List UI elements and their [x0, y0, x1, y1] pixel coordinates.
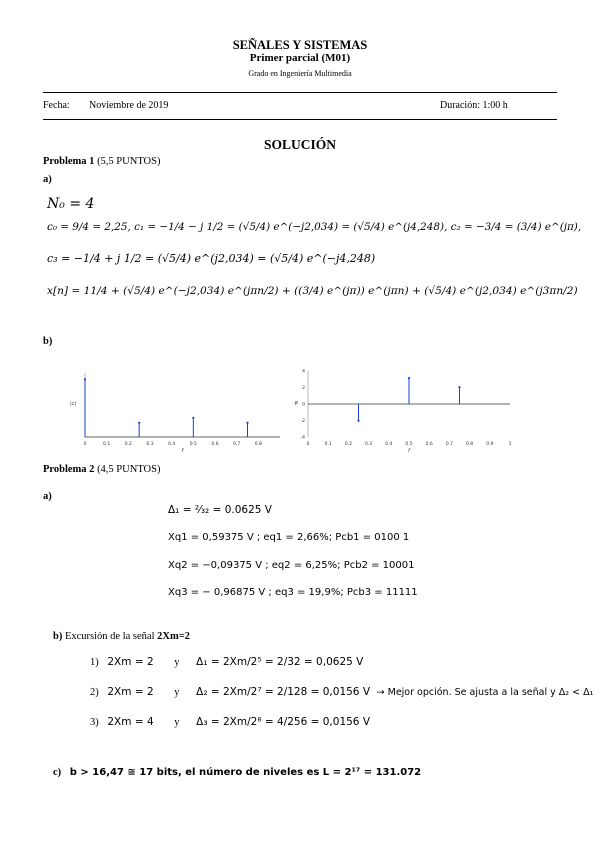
list-item-2: [90, 686, 593, 698]
part-c-text: b > 16,47 ≅ 17 bits, el número de niveles es L = 2¹⁷ = 131.072: [69, 767, 422, 778]
y-tick-label: 2: [302, 386, 305, 391]
y-tick-label: -4: [300, 435, 305, 441]
item2-lhs: 2Xm = 2: [107, 686, 154, 698]
x-tick-label: 0.9: [486, 442, 494, 447]
eq-signal-expansion: x[n] = 11/4 + (√5/4) e^(−j2,034) e^(jπn/2) + ((3/4) e^(jπ)) e^(jπn) + (√5/4) e^(j2,034) e^(j3πn/2): [47, 285, 578, 297]
problem1-label: Problema 1: [43, 156, 95, 167]
stem-marker: [192, 417, 194, 419]
item2-num: 2): [90, 687, 99, 698]
stem-marker: [84, 378, 86, 380]
y-axis-label: φ: [294, 400, 298, 406]
item2-expr: Δ₂ = 2Xm/2⁷ = 2/128 = 0,0156 V: [196, 686, 371, 698]
part-b-text: Excursión de la señal: [64, 631, 155, 642]
problem1-points: (5,5 PUNTOS): [97, 156, 161, 167]
degree-name: Grado en Ingeniería Multimedia: [248, 69, 352, 78]
problem1-part-a: a): [43, 174, 52, 185]
problem1-heading: [43, 156, 160, 167]
x-tick-label: 0.4: [385, 442, 393, 447]
x-tick-label: 0: [306, 442, 310, 447]
x-tick-label: 0.4: [168, 442, 176, 447]
part-b-prefix: b): [53, 631, 63, 642]
x-tick-label: 0.7: [445, 442, 453, 447]
x-tick-label: 0: [83, 442, 87, 447]
item2-y: y: [174, 687, 180, 698]
exam-subtitle: Primer parcial (M01): [249, 52, 351, 64]
x-axis-label: f: [408, 448, 410, 454]
phase-stem-chart: [294, 365, 523, 455]
x-tick-label: 0.8: [466, 442, 474, 447]
duration: Duración: 1:00 h: [440, 100, 508, 111]
problem2-part-b: [53, 631, 190, 642]
date-value: Noviembre de 2019: [89, 100, 169, 111]
stem-marker: [357, 420, 359, 422]
item1-num: 1): [90, 657, 99, 668]
eq-period: N₀ = 4: [47, 196, 95, 212]
stem-marker: [246, 422, 248, 424]
stem-marker: [458, 386, 460, 388]
eq-coefficients-1: c₀ = 9/4 = 2,25, c₁ = −1/4 − j 1/2 = (√5/4) e^(−j2,034) = (√5/4) e^(j4,248), c₂ = −3/4 = (3/4) e^(jπ),: [47, 221, 582, 233]
item3-expr: Δ₃ = 2Xm/2⁸ = 4/256 = 0,0156 V: [196, 716, 371, 728]
list-item-1: [90, 656, 363, 668]
date-label: Fecha:: [43, 100, 70, 111]
stem-marker: [138, 422, 140, 424]
item1-y: y: [174, 657, 180, 668]
header-rule-top: [43, 92, 557, 93]
x-tick-label: 0.7: [233, 442, 241, 447]
magnitude-stem-chart: [70, 365, 285, 455]
item3-lhs: 2Xm = 4: [107, 716, 154, 728]
x-tick-label: 0.8: [254, 442, 262, 447]
item3-num: 3): [90, 717, 99, 728]
list-item-3: [90, 716, 370, 728]
item1-lhs: 2Xm = 2: [107, 656, 154, 668]
solution-title: SOLUCIÓN: [263, 137, 336, 152]
problem2-part-c: [53, 767, 421, 778]
x-tick-label: 0.6: [425, 442, 433, 447]
problem2-heading: [43, 464, 160, 475]
part-c-prefix: c): [53, 767, 62, 778]
eq-quant-2: Xq2 = −0,09375 V ; eq2 = 6,25%; Pcb2 = 10001: [168, 560, 415, 571]
y-tick-label: 0: [302, 402, 305, 408]
x-tick-label: 0.1: [103, 442, 111, 447]
problem2-points: (4,5 PUNTOS): [97, 464, 161, 475]
x-tick-label: 0.3: [146, 442, 154, 447]
eq-coefficients-2: c₃ = −1/4 + j 1/2 = (√5/4) e^(j2,034) = (√5/4) e^(−j4,248): [47, 252, 376, 265]
x-tick-label: 0.2: [344, 442, 352, 447]
x-axis-label: f: [181, 448, 184, 454]
problem1-part-b: b): [43, 336, 53, 347]
x-tick-label: 0.2: [124, 442, 132, 447]
stem-marker: [408, 377, 410, 379]
header-rule-bottom: [43, 119, 557, 120]
x-tick-label: 0.1: [324, 442, 332, 447]
x-tick-label: 0.5: [189, 442, 197, 447]
item2-note: → Mejor opción. Se ajusta a la señal y Δ₂ < Δ₁: [376, 687, 594, 698]
eq-step-size: Δ₁ = ²⁄₃₂ = 0.0625 V: [168, 504, 272, 516]
item3-y: y: [174, 717, 180, 728]
x-tick-label: 0.3: [365, 442, 373, 447]
y-axis-label: |c|: [69, 401, 77, 407]
problem2-part-a: a): [43, 491, 52, 502]
y-tick-label: 4: [302, 369, 305, 375]
part-b-bold: 2Xm=2: [157, 631, 190, 642]
problem2-label: Problema 2: [43, 464, 95, 475]
course-title: SEÑALES Y SISTEMAS: [232, 38, 368, 52]
y-tick-label: -2: [300, 419, 305, 424]
item1-expr: Δ₁ = 2Xm/2⁵ = 2/32 = 0,0625 V: [196, 656, 364, 668]
eq-quant-1: Xq1 = 0,59375 V ; eq1 = 2,66%; Pcb1 = 0100 1: [168, 532, 410, 543]
eq-quant-3: Xq3 = − 0,96875 V ; eq3 = 19,9%; Pcb3 = 11111: [168, 587, 418, 598]
x-tick-label: 0.6: [211, 442, 219, 447]
x-tick-label: 0.5: [405, 442, 413, 447]
x-tick-label: 1: [508, 442, 512, 447]
